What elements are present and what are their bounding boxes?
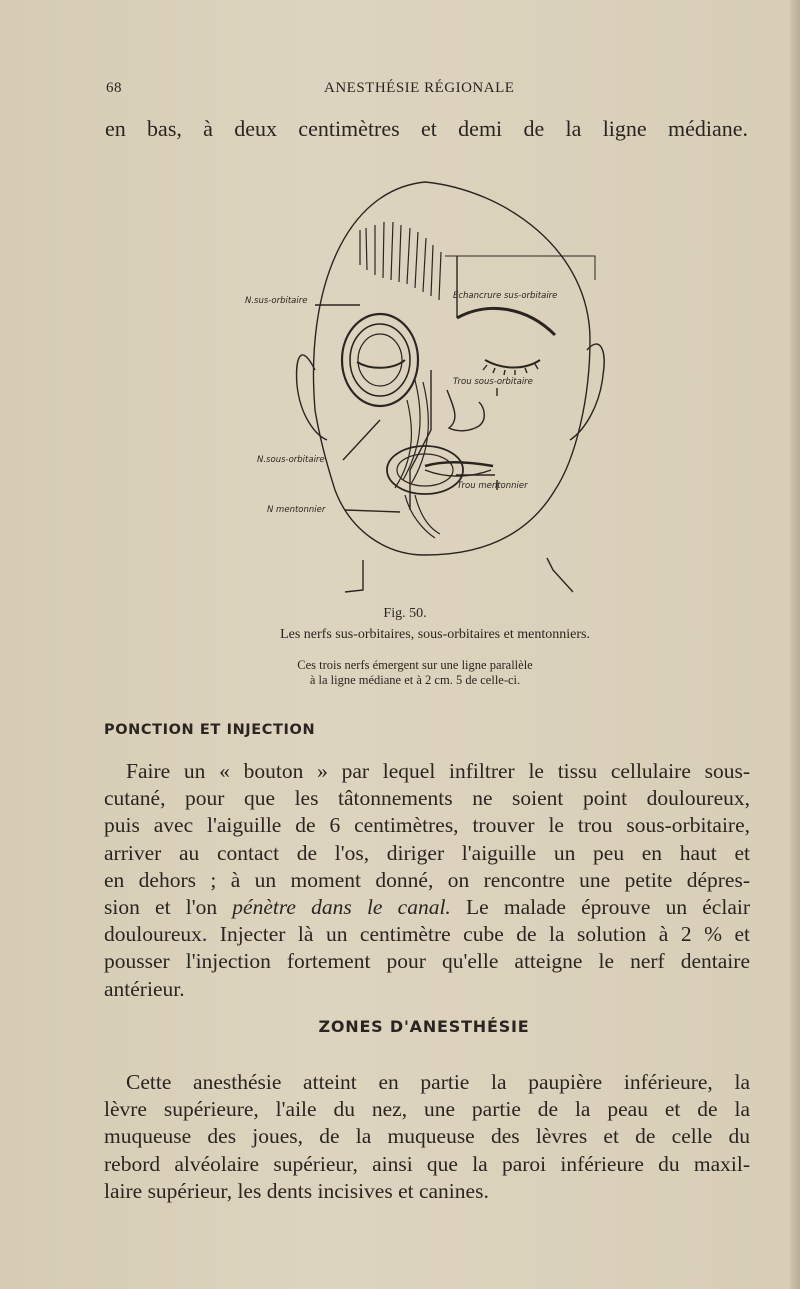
label-n-mentonnier: N mentonnier: [267, 505, 326, 515]
text-run: sion et l'on: [104, 895, 233, 920]
figure-caption: Les nerfs sus-orbitaires, sous-orbitaires et mentonniers.: [280, 627, 590, 642]
anatomical-figure: [235, 170, 615, 600]
text-line: laire supérieur, les dents incisives et canines.: [104, 1178, 489, 1203]
text-line: arriver au contact de l'os, diriger l'aiguille un peu en haut et: [104, 840, 750, 865]
running-title: ANESTHÉSIE RÉGIONALE: [324, 80, 515, 96]
figure-note-line: à la ligne médiane et à 2 cm. 5 de celle-ci.: [309, 673, 521, 687]
label-trou-mentonnier: Trou mentonnier: [457, 481, 528, 491]
text-line: pousser l'injection fortement pour qu'elle atteigne le nerf dentaire: [104, 949, 750, 974]
text-line: [104, 894, 750, 921]
page-number: 68: [106, 80, 122, 96]
text-line: douloureux. Injecter là un centimètre cube de la solution à 2 % et: [104, 922, 750, 947]
text-line: muqueuse des joues, de la muqueuse des lèvres et de celle du: [104, 1124, 750, 1149]
opening-line: en bas, à deux centimètres et demi de la ligne médiane.: [105, 116, 748, 141]
text-line: en dehors ; à un moment donné, on rencontre une petite dépres-: [104, 867, 750, 892]
text-line: cutané, pour que les tâtonnements ne soient point douloureux,: [104, 786, 750, 811]
text-line: antérieur.: [104, 976, 185, 1001]
section-heading: PONCTION ET INJECTION: [104, 722, 316, 738]
label-echancrure: Echancrure sus-orbitaire: [453, 291, 558, 301]
figure-note: [0, 658, 800, 688]
page-edge: [790, 0, 800, 1289]
text-line: lèvre supérieure, l'aile du nez, une partie de la peau et de la: [104, 1097, 750, 1122]
figure-note-line: Ces trois nerfs émergent sur une ligne parallèle: [297, 658, 533, 672]
label-trou-sous-orbitaire: Trou sous-orbitaire: [453, 377, 533, 387]
paragraph-zones: [104, 1069, 750, 1205]
text-line: Faire un « bouton » par lequel infiltrer le tissu cellulaire sous-: [126, 759, 750, 783]
text-run: Le malade éprouve un éclair: [450, 895, 750, 920]
subsection-heading: ZONES D'ANESTHÉSIE: [318, 1017, 530, 1036]
page-header: [106, 78, 746, 102]
text-line: rebord alvéolaire supérieur, ainsi que la paroi inférieure du maxil-: [104, 1151, 750, 1176]
paragraph-ponction: [104, 758, 750, 1003]
face-illustration: [235, 170, 615, 600]
figure-number: Fig. 50.: [383, 606, 427, 621]
label-n-sus-orbitaire: N.sus-orbitaire: [245, 296, 308, 306]
italic-phrase: pénètre dans le canal.: [232, 895, 451, 920]
text-line: puis avec l'aiguille de 6 centimètres, trouver le trou sous-orbitaire,: [104, 813, 750, 838]
text-line: Cette anesthésie atteint en partie la paupière inférieure, la: [126, 1070, 750, 1094]
label-n-sous-orbitaire: N.sous-orbitaire: [257, 455, 325, 465]
